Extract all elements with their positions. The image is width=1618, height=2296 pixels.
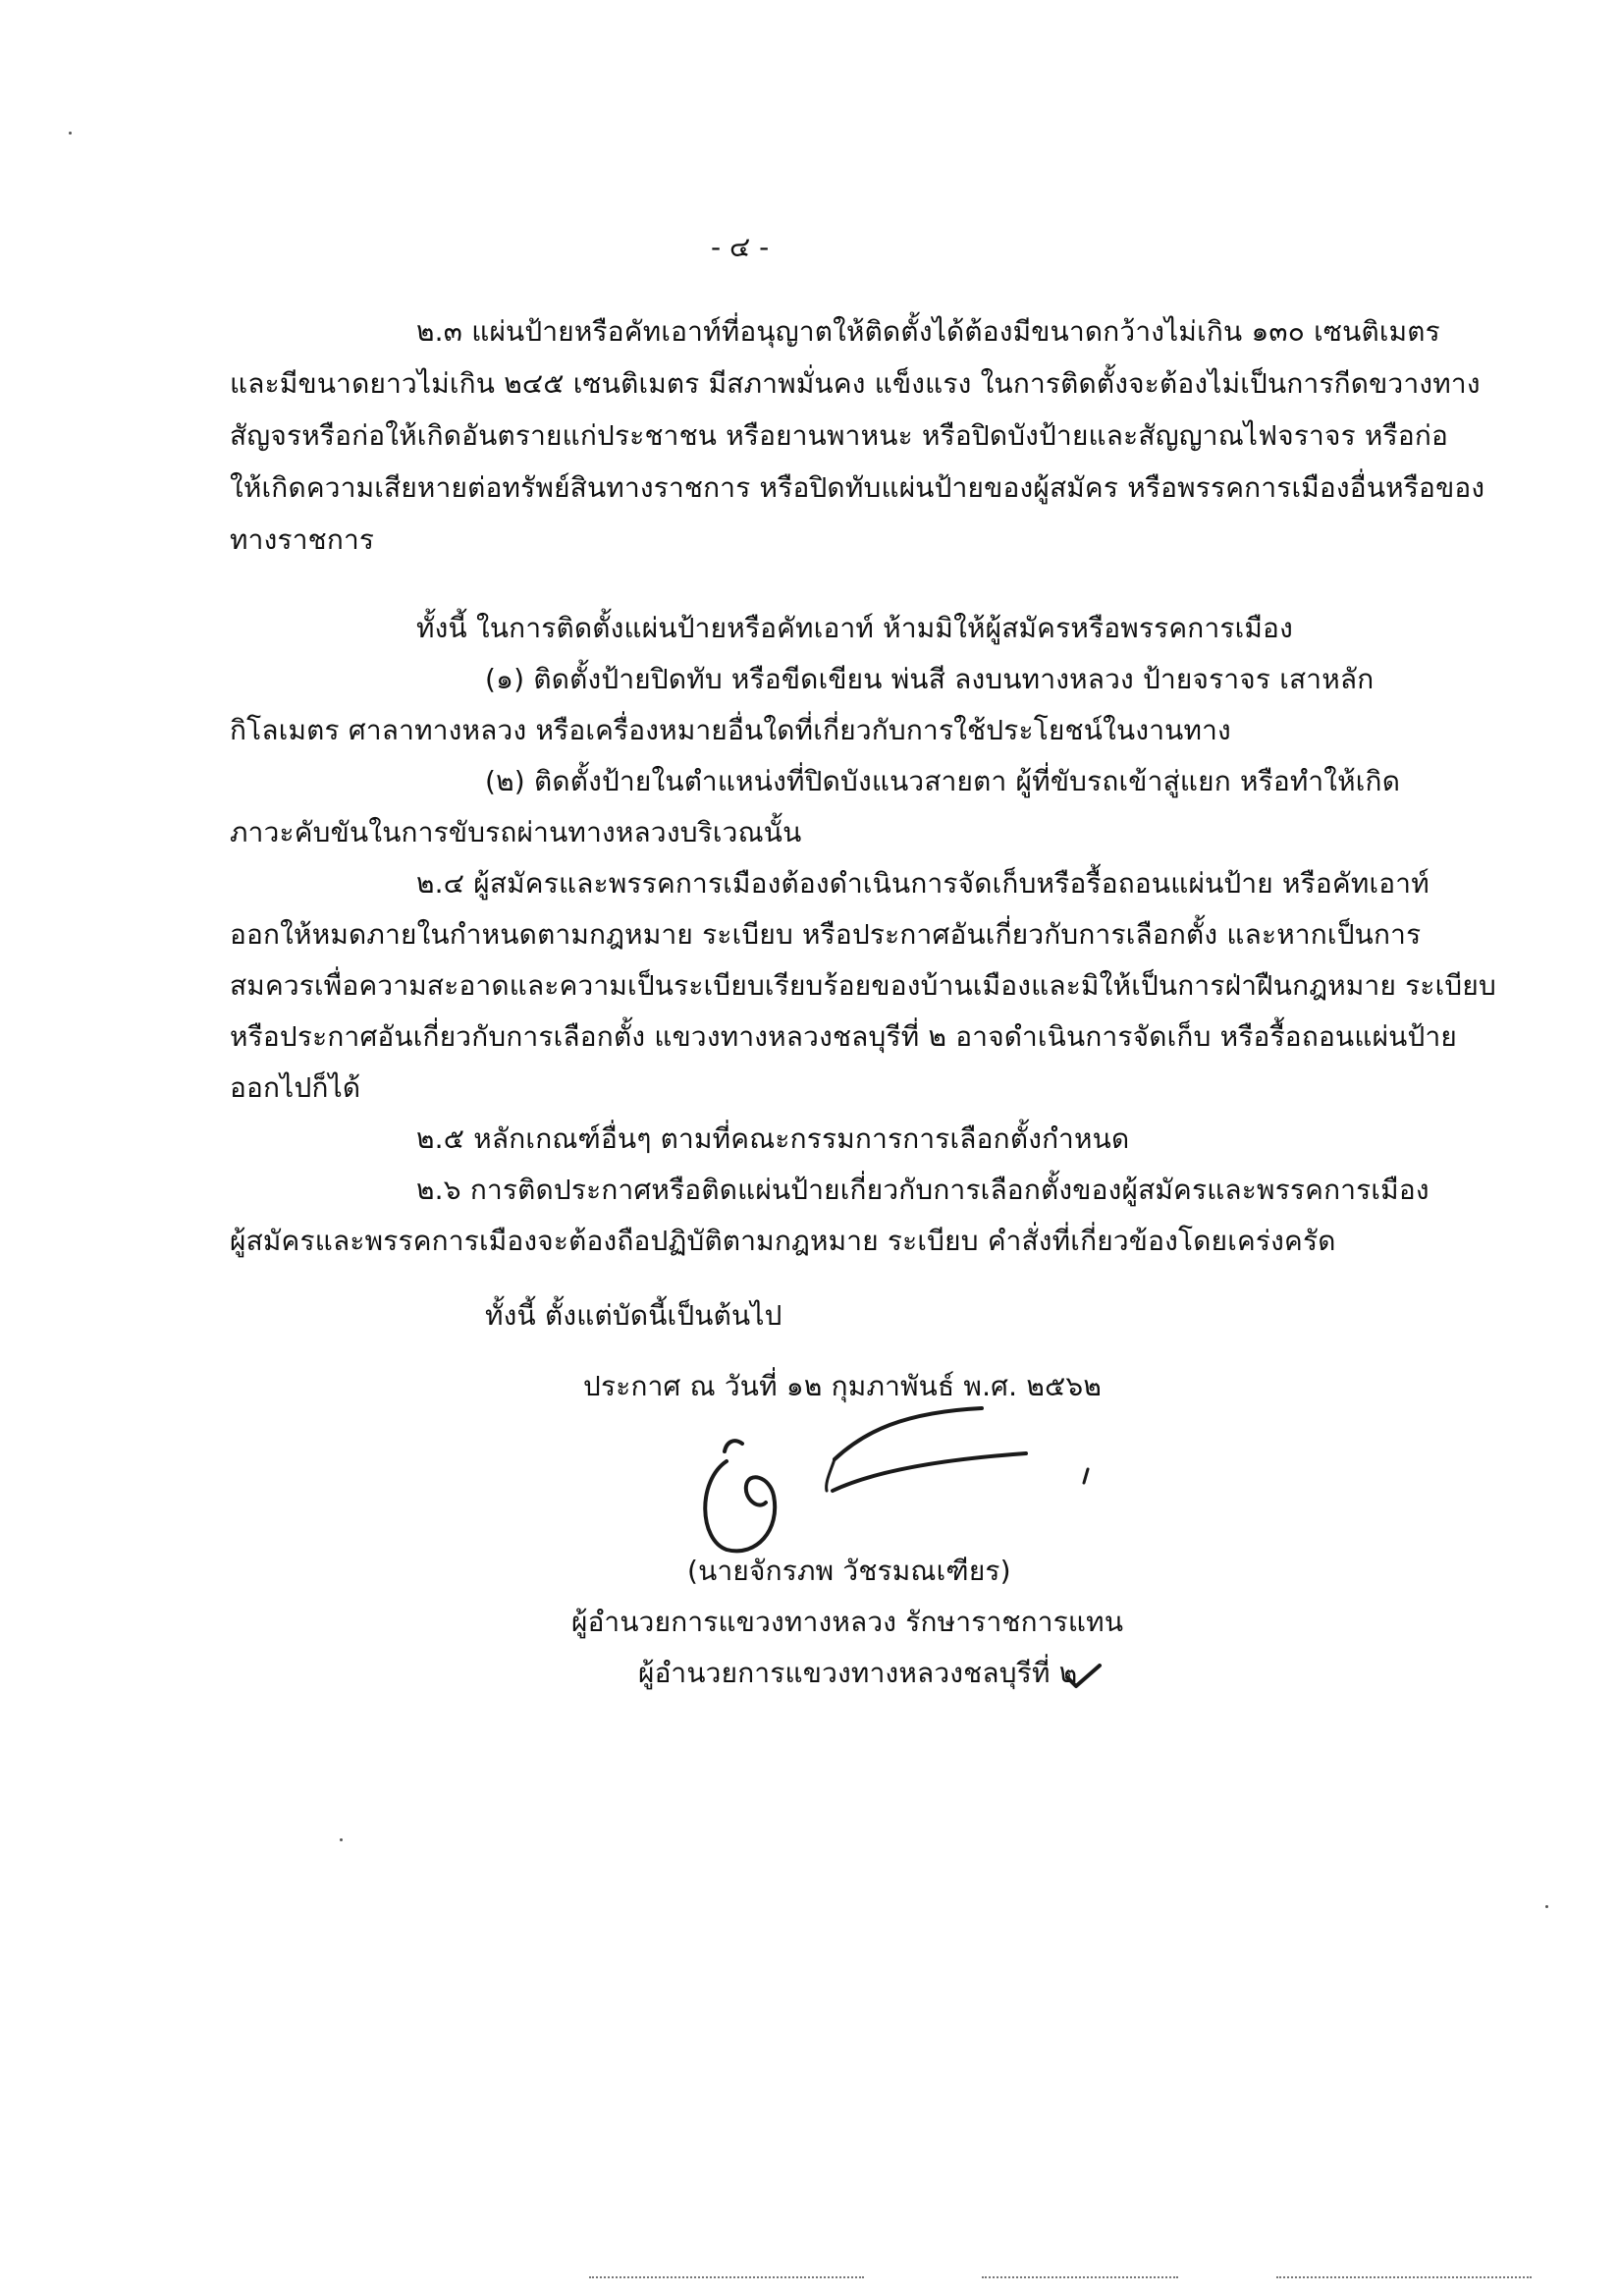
paragraph-2-3-line-5: ทางราชการ (230, 523, 375, 556)
paragraph-2-5: ๒.๕ หลักเกณฑ์อื่นๆ ตามที่คณะกรรมการการเลือกตั้งกำหนด (416, 1122, 1130, 1155)
announcement-date: ประกาศ ณ วันที่ ๑๒ กุมภาพันธ์ พ.ศ. ๒๕๖๒ (583, 1370, 1103, 1402)
paragraph-2-4-line-2: ออกให้หมดภายในกำหนดตามกฎหมาย ระเบียบ หรือประกาศอันเกี่ยวกับการเลือกตั้ง และหากเป็นการ (230, 918, 1422, 951)
prohibition-item-1-line-1: (๑) ติดตั้งป้ายปิดทับ หรือขีดเขียน พ่นสี ลงบนทางหลวง ป้ายจราจร เสาหลัก (485, 663, 1375, 695)
page-number: - ๔ - (711, 231, 770, 263)
prohibition-item-2-line-2: ภาวะคับขันในการขับรถผ่านทางหลวงบริเวณนั้น (230, 816, 802, 848)
paragraph-2-6-line-1: ๒.๖ การติดประกาศหรือติดแผ่นป้ายเกี่ยวกับการเลือกตั้งของผู้สมัครและพรรคการเมือง (416, 1174, 1429, 1206)
paragraph-2-3-line-2: และมีขนาดยาวไม่เกิน ๒๔๕ เซนติเมตร มีสภาพมั่นคง แข็งแรง ในการติดตั้งจะต้องไม่เป็นการกีดขวางทาง (230, 367, 1481, 400)
scan-edge-line (982, 2276, 1178, 2278)
scan-edge-line (589, 2276, 864, 2278)
scan-speck (340, 1838, 343, 1841)
scan-edge-line (1276, 2276, 1532, 2278)
tick-mark-icon (1064, 1662, 1104, 1691)
scan-speck (69, 132, 72, 135)
prohibition-item-2-line-1: (๒) ติดตั้งป้ายในตำแหน่งที่ปิดบังแนวสายตา ผู้ที่ขับรถเข้าสู่แยก หรือทำให้เกิด (485, 765, 1401, 797)
signatory-position-2: ผู้อำนวยการแขวงทางหลวงชลบุรีที่ ๒ (638, 1657, 1078, 1689)
prohibition-intro: ทั้งนี้ ในการติดตั้งแผ่นป้ายหรือคัทเอาท์ ห้ามมิให้ผู้สมัครหรือพรรคการเมือง (416, 612, 1293, 644)
paragraph-2-4-line-3: สมควรเพื่อความสะอาดและความเป็นระเบียบเรียบร้อยของบ้านเมืองและมิให้เป็นการฝ่าฝืนกฎหมาย ระเบียบ (230, 969, 1496, 1002)
paragraph-2-6-line-2: ผู้สมัครและพรรคการเมืองจะต้องถือปฏิบัติตามกฎหมาย ระเบียบ คำสั่งที่เกี่ยวข้องโดยเคร่งครัด (230, 1225, 1336, 1257)
paragraph-2-3-line-4: ให้เกิดความเสียหายต่อทรัพย์สินทางราชการ หรือปิดทับแผ่นป้ายของผู้สมัคร หรือพรรคการเมืองอื่นหรือของ (230, 471, 1485, 504)
effective-clause: ทั้งนี้ ตั้งแต่บัดนี้เป็นต้นไป (485, 1299, 782, 1332)
prohibition-item-1-line-2: กิโลเมตร ศาลาทางหลวง หรือเครื่องหมายอื่นใดที่เกี่ยวกับการใช้ประโยชน์ในงานทาง (230, 714, 1231, 746)
handwritten-signature (687, 1393, 1119, 1559)
paragraph-2-4-line-4: หรือประกาศอันเกี่ยวกับการเลือกตั้ง แขวงทางหลวงชลบุรีที่ ๒ อาจดำเนินการจัดเก็บ หรือรื้อถอนแผ่นป้าย (230, 1020, 1458, 1053)
signatory-position-1: ผู้อำนวยการแขวงทางหลวง รักษาราชการแทน (571, 1606, 1124, 1638)
paragraph-2-3-line-1: ๒.๓ แผ่นป้ายหรือคัทเอาท์ที่อนุญาตให้ติดตั้งได้ต้องมีขนาดกว้างไม่เกิน ๑๓๐ เซนติเมตร (416, 315, 1440, 348)
paragraph-2-4-line-5: ออกไปก็ได้ (230, 1071, 361, 1104)
paragraph-2-4-line-1: ๒.๔ ผู้สมัครและพรรคการเมืองต้องดำเนินการจัดเก็บหรือรื้อถอนแผ่นป้าย หรือคัทเอาท์ (416, 867, 1429, 900)
paragraph-2-3-line-3: สัญจรหรือก่อให้เกิดอันตรายแก่ประชาชน หรือยานพาหนะ หรือปิดบังป้ายและสัญญาณไฟจราจร หรือก่อ (230, 419, 1449, 452)
signatory-name: (นายจักรภพ วัชรมณเฑียร) (687, 1555, 1011, 1587)
scan-speck (1545, 1905, 1548, 1908)
